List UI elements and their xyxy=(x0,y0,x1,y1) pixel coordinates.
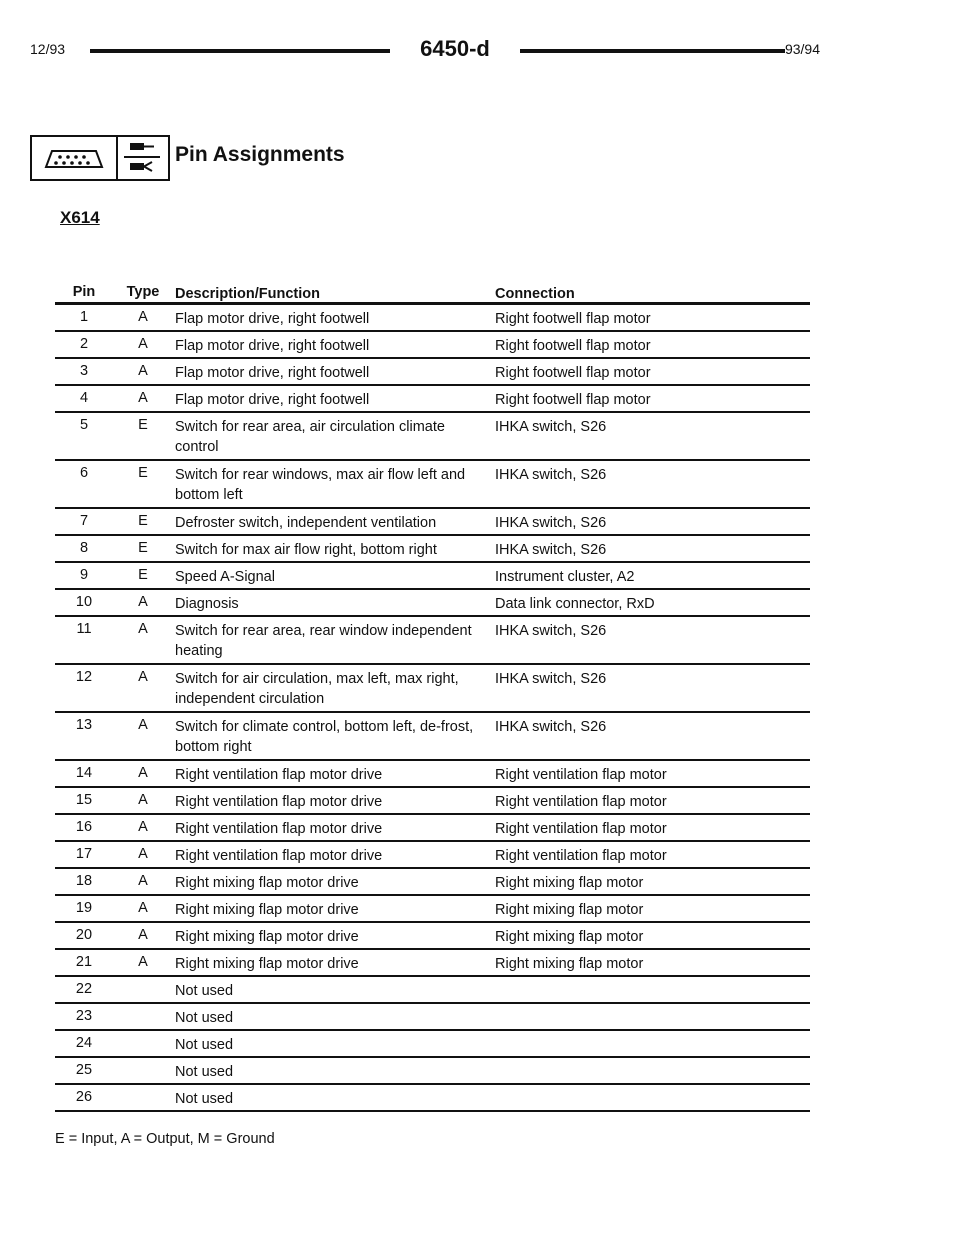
pin-cell: 21 xyxy=(75,954,93,970)
header-type: Type xyxy=(126,284,160,300)
type-cell: A xyxy=(138,846,148,862)
description-cell: Not used xyxy=(175,1091,234,1107)
pin-assignment-table xyxy=(55,280,810,1112)
header-rule-left xyxy=(90,49,390,53)
connection-cell: IHKA switch, S26 xyxy=(495,542,607,558)
description-cell: Right mixing flap motor drive xyxy=(175,956,359,972)
table-row xyxy=(55,1031,810,1058)
type-cell: A xyxy=(138,792,148,808)
connection-cell: IHKA switch, S26 xyxy=(495,623,607,639)
connection-cell: IHKA switch, S26 xyxy=(495,515,607,531)
type-cell: A xyxy=(138,336,148,352)
header-connection: Connection xyxy=(495,286,575,302)
header-rule-right xyxy=(520,49,785,53)
description-cell: Not used xyxy=(175,1037,234,1053)
description-cell: Switch for max air flow right, bottom right xyxy=(175,542,437,558)
description-cell: Not used xyxy=(175,983,234,999)
table-row xyxy=(55,536,810,563)
pin-cell: 26 xyxy=(75,1089,93,1105)
description-cell: Defroster switch, independent ventilation xyxy=(175,515,437,531)
pin-cell: 4 xyxy=(79,390,89,406)
table-row xyxy=(55,1004,810,1031)
pin-cell: 11 xyxy=(76,621,92,637)
description-cell: Right ventilation flap motor drive xyxy=(175,767,383,783)
pin-cell: 9 xyxy=(79,567,89,583)
description-cell: Not used xyxy=(175,1010,234,1026)
description-cell: Speed A-Signal xyxy=(175,569,275,585)
pin-cell: 1 xyxy=(79,309,89,325)
header-date-left: 12/93 xyxy=(30,41,66,57)
table-row xyxy=(55,761,810,788)
pin-cell: 2 xyxy=(79,336,89,352)
type-cell: A xyxy=(138,669,148,685)
table-body xyxy=(55,305,810,1112)
type-cell: A xyxy=(138,819,148,835)
description-cell: Switch for climate control, bottom left, de-frost, bottom right xyxy=(175,719,474,755)
type-cell: A xyxy=(138,309,148,325)
description-cell: Switch for rear area, air circulation climate control xyxy=(175,419,445,455)
legend-footnote: E = Input, A = Output, M = Ground xyxy=(55,1131,275,1147)
description-cell: Flap motor drive, right footwell xyxy=(175,338,370,354)
pin-cell: 8 xyxy=(79,540,89,556)
description-cell: Right ventilation flap motor drive xyxy=(175,794,383,810)
connection-cell: Right mixing flap motor xyxy=(495,956,644,972)
connector-id: X614 xyxy=(60,208,100,227)
type-cell: A xyxy=(138,390,148,406)
table-row xyxy=(55,305,810,332)
connection-cell: Right footwell flap motor xyxy=(495,338,651,354)
pin-cell: 6 xyxy=(79,465,89,481)
pin-cell: 10 xyxy=(75,594,93,610)
header-pin: Pin xyxy=(72,284,96,300)
connection-cell: Right mixing flap motor xyxy=(495,902,644,918)
type-cell: E xyxy=(138,417,148,433)
pin-cell: 15 xyxy=(75,792,93,808)
table-row xyxy=(55,386,810,413)
type-cell: E xyxy=(138,567,148,583)
table-row xyxy=(55,950,810,977)
connection-cell: Right footwell flap motor xyxy=(495,365,651,381)
pin-cell: 17 xyxy=(75,846,93,862)
pin-plug-icon xyxy=(118,135,170,181)
header-document-number: 6450-d xyxy=(420,36,490,61)
connection-cell: Right ventilation flap motor xyxy=(495,794,667,810)
type-cell: E xyxy=(138,465,148,481)
type-cell: E xyxy=(138,513,148,529)
connection-cell: Right mixing flap motor xyxy=(495,929,644,945)
description-cell: Right ventilation flap motor drive xyxy=(175,848,383,864)
table-row xyxy=(55,977,810,1004)
table-row xyxy=(55,590,810,617)
pin-cell: 22 xyxy=(75,981,93,997)
description-cell: Switch for air circulation, max left, max right, independent circulation xyxy=(175,671,459,707)
pin-cell: 12 xyxy=(75,669,93,685)
page-title: Pin Assignments xyxy=(175,143,345,166)
table-row xyxy=(55,713,810,761)
pin-cell: 25 xyxy=(75,1062,93,1078)
table-row xyxy=(55,413,810,461)
table-row xyxy=(55,359,810,386)
type-cell: A xyxy=(138,765,148,781)
pin-cell: 19 xyxy=(75,900,93,916)
type-cell: E xyxy=(138,540,148,556)
pin-cell: 18 xyxy=(75,873,93,889)
connection-cell: IHKA switch, S26 xyxy=(495,419,607,435)
table-header xyxy=(55,280,810,305)
type-cell: A xyxy=(138,363,148,379)
pin-cell: 20 xyxy=(75,927,93,943)
table-row xyxy=(55,563,810,590)
type-cell: A xyxy=(138,900,148,916)
type-cell: A xyxy=(138,594,148,610)
pin-cell: 23 xyxy=(75,1008,93,1024)
description-cell: Flap motor drive, right footwell xyxy=(175,311,370,327)
table-row xyxy=(55,788,810,815)
connection-cell: Right footwell flap motor xyxy=(495,311,651,327)
pin-cell: 7 xyxy=(79,513,89,529)
connection-cell: Right footwell flap motor xyxy=(495,392,651,408)
pin-cell: 13 xyxy=(75,717,93,733)
pin-cell: 14 xyxy=(75,765,93,781)
table-row xyxy=(55,461,810,509)
table-row xyxy=(55,923,810,950)
connection-cell: Right ventilation flap motor xyxy=(495,821,667,837)
connection-cell: Instrument cluster, A2 xyxy=(495,569,635,585)
connector-icon xyxy=(30,135,118,181)
connection-cell: Right mixing flap motor xyxy=(495,875,644,891)
type-cell: A xyxy=(138,873,148,889)
description-cell: Right ventilation flap motor drive xyxy=(175,821,383,837)
table-row xyxy=(55,1058,810,1085)
header-description: Description/Function xyxy=(175,286,320,302)
connection-cell: Right ventilation flap motor xyxy=(495,767,667,783)
description-cell: Diagnosis xyxy=(175,596,239,612)
table-row xyxy=(55,509,810,536)
type-cell: A xyxy=(138,927,148,943)
connection-cell: IHKA switch, S26 xyxy=(495,467,607,483)
table-row xyxy=(55,815,810,842)
table-row xyxy=(55,617,810,665)
description-cell: Right mixing flap motor drive xyxy=(175,929,359,945)
description-cell: Right mixing flap motor drive xyxy=(175,875,359,891)
table-row xyxy=(55,896,810,923)
description-cell: Flap motor drive, right footwell xyxy=(175,365,370,381)
connection-cell: IHKA switch, S26 xyxy=(495,719,607,735)
description-cell: Flap motor drive, right footwell xyxy=(175,392,370,408)
pin-cell: 3 xyxy=(79,363,89,379)
page-header xyxy=(30,36,820,64)
pin-cell: 16 xyxy=(75,819,93,835)
table-row xyxy=(55,842,810,869)
type-cell: A xyxy=(138,621,148,637)
description-cell: Right mixing flap motor drive xyxy=(175,902,359,918)
pin-cell: 24 xyxy=(75,1035,93,1051)
connection-cell: Data link connector, RxD xyxy=(495,596,655,612)
connection-cell: IHKA switch, S26 xyxy=(495,671,607,687)
header-date-right: 93/94 xyxy=(784,41,820,57)
table-row xyxy=(55,665,810,713)
type-cell: A xyxy=(138,954,148,970)
pin-cell: 5 xyxy=(79,417,89,433)
type-cell: A xyxy=(138,717,148,733)
description-cell: Switch for rear area, rear window independent heating xyxy=(175,623,472,659)
description-cell: Not used xyxy=(175,1064,234,1080)
table-row xyxy=(55,1085,810,1112)
connection-cell: Right ventilation flap motor xyxy=(495,848,667,864)
description-cell: Switch for rear windows, max air flow left and bottom left xyxy=(175,467,466,503)
table-row xyxy=(55,869,810,896)
table-row xyxy=(55,332,810,359)
